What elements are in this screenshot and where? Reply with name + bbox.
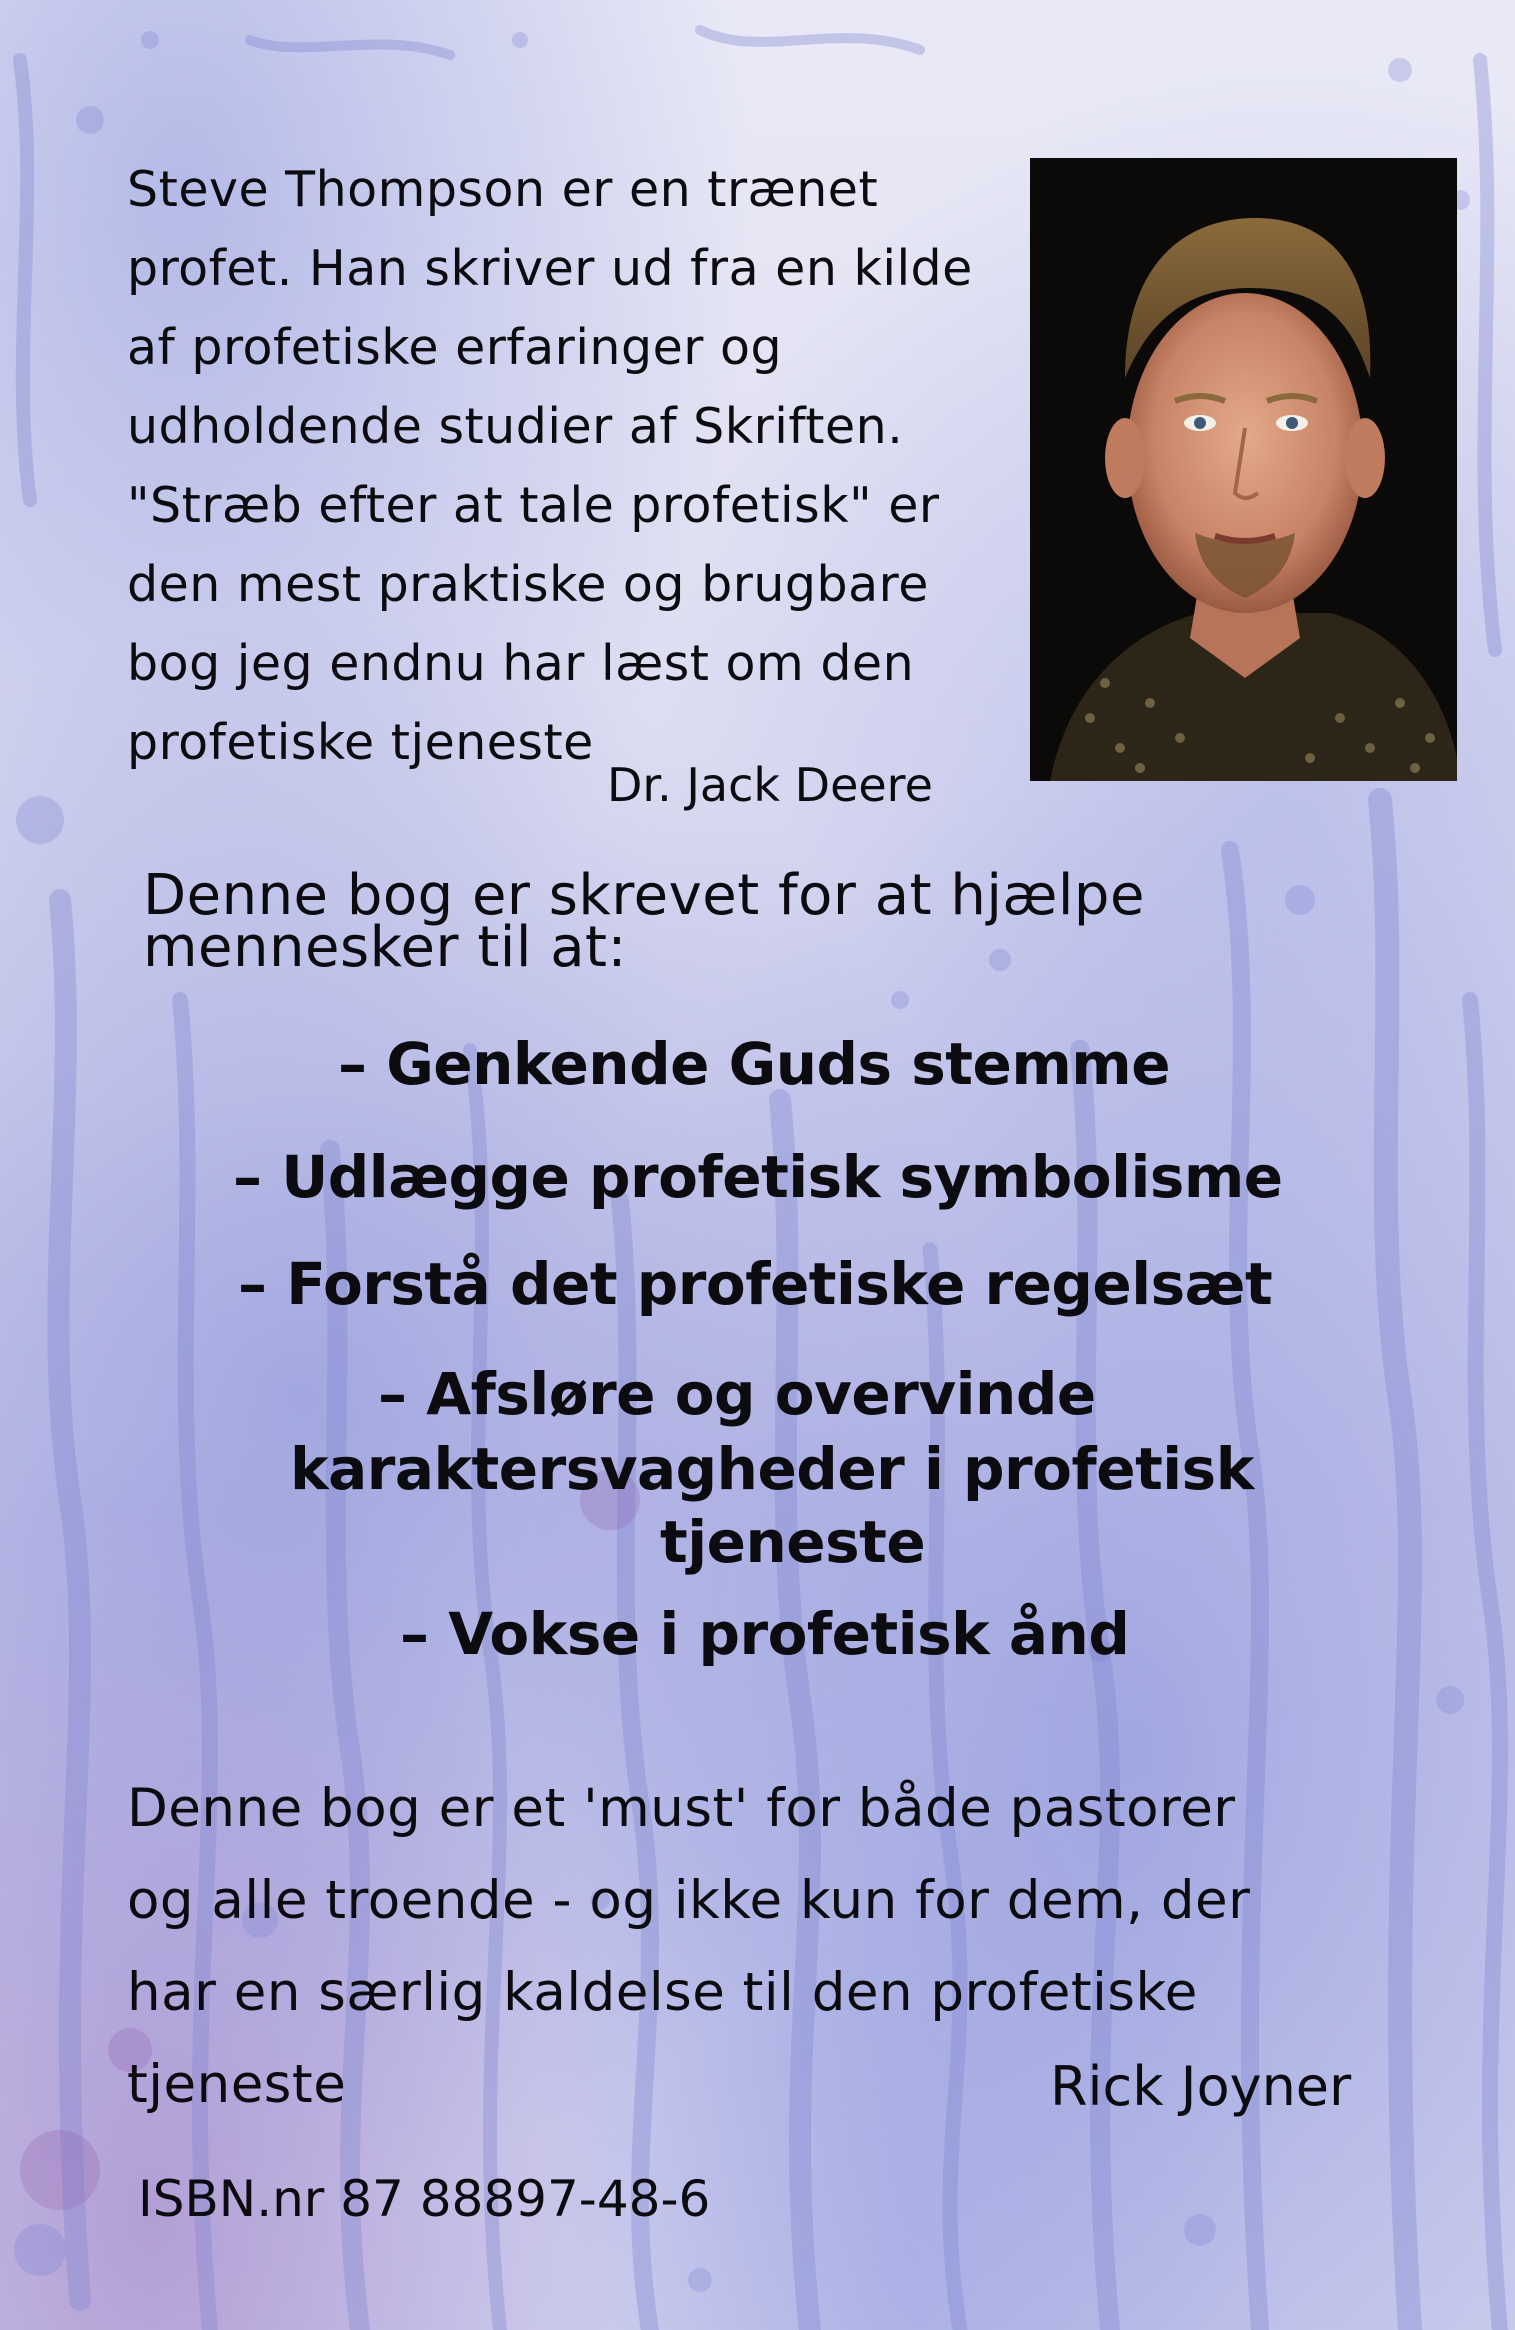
intro-line: Denne bog er skrevet for at hjælpe [143,863,1145,928]
endorsement-line: tjeneste [127,2054,347,2115]
bio-line: profetiske tjeneste [127,714,594,771]
bio-line: udholdende studier af Skriften. [127,398,904,455]
list-item: – Forstå det profetiske regelsæt [238,1250,1273,1318]
author-bio [127,150,987,782]
bio-line: den mest praktiske og brugbare [127,556,929,613]
endorsement-attribution: Rick Joyner [1050,2055,1352,2118]
list-item: tjeneste [660,1508,926,1576]
isbn-number: ISBN.nr 87 88897-48-6 [138,2170,711,2228]
list-item: – Vokse i profetisk ånd [400,1600,1130,1668]
author-portrait-icon [1030,158,1457,781]
bio-line: af profetiske erfaringer og [127,319,783,376]
intro-line: mennesker til at: [143,915,627,980]
bio-line: profet. Han skriver ud fra en kilde [127,240,973,297]
endorsement-line: og alle troende - og ikke kun for dem, der [127,1870,1251,1931]
endorsement-line: Denne bog er et 'must' for både pastorer [127,1778,1236,1839]
bio-line: bog jeg endnu har læst om den [127,635,915,692]
author-photo [1030,158,1457,781]
bio-line: Steve Thompson er en trænet [127,161,879,218]
list-item: karaktersvagheder i profetisk [290,1435,1254,1503]
intro-text [143,863,1343,980]
bio-line: "Stræb efter at tale profetisk" er [127,477,940,534]
bio-attribution: Dr. Jack Deere [607,758,933,812]
list-item: – Afsløre og overvinde [378,1360,1096,1428]
list-item: – Genkende Guds stemme [338,1030,1171,1098]
endorsement-line: har en særlig kaldelse til den profetiske [127,1962,1198,2023]
list-item: – Udlægge profetisk symbolisme [233,1143,1283,1211]
